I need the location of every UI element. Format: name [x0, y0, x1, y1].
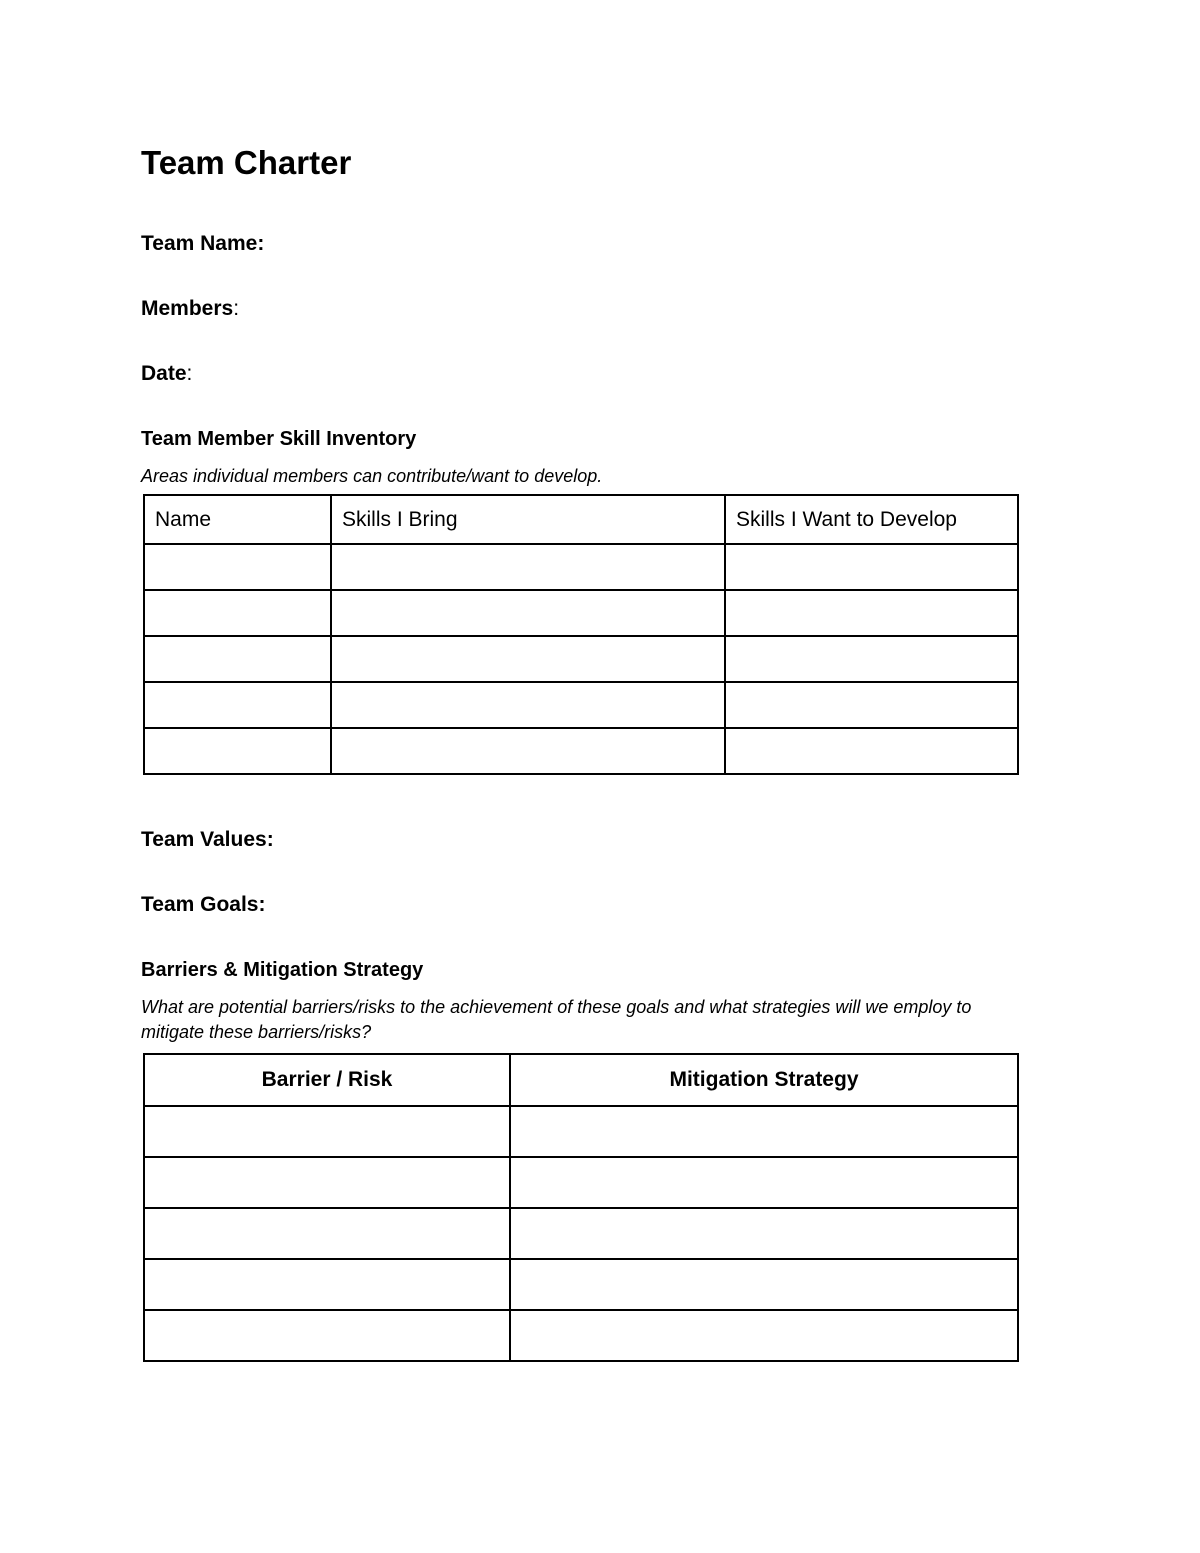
team-goals-colon: :	[258, 893, 266, 916]
team-name-label: Team Name	[141, 232, 258, 255]
table-row	[144, 544, 1018, 590]
barrier-cell[interactable]	[144, 1208, 510, 1259]
table-row	[144, 590, 1018, 636]
date-colon: :	[186, 362, 193, 385]
skill-inventory-subtitle: Areas individual members can contribute/want to develop.	[141, 466, 603, 486]
mitigation-cell[interactable]	[510, 1208, 1018, 1259]
skill-develop-cell[interactable]	[725, 728, 1018, 774]
skill-bring-cell[interactable]	[331, 636, 725, 682]
barrier-cell[interactable]	[144, 1157, 510, 1208]
table-row	[144, 1310, 1018, 1361]
skill-table-header-row	[144, 495, 1018, 544]
barrier-cell[interactable]	[144, 1259, 510, 1310]
skill-col-bring-header: Skills I Bring	[331, 495, 725, 544]
team-values-field	[141, 827, 274, 853]
mitigation-cell[interactable]	[510, 1106, 1018, 1157]
team-values-label: Team Values	[141, 828, 267, 851]
date-field	[141, 361, 192, 387]
barriers-table	[143, 1053, 1019, 1362]
skill-develop-cell[interactable]	[725, 636, 1018, 682]
table-row	[144, 1157, 1018, 1208]
barrier-cell[interactable]	[144, 1310, 510, 1361]
skill-inventory-heading: Team Member Skill Inventory	[141, 428, 417, 450]
table-row	[144, 728, 1018, 774]
team-name-field	[141, 231, 264, 257]
skill-name-cell[interactable]	[144, 544, 331, 590]
team-goals-label: Team Goals	[141, 893, 259, 916]
table-row	[144, 682, 1018, 728]
table-row	[144, 1208, 1018, 1259]
table-row	[144, 636, 1018, 682]
skill-develop-cell[interactable]	[725, 682, 1018, 728]
skill-col-name-header: Name	[144, 495, 331, 544]
mitigation-cell[interactable]	[510, 1259, 1018, 1310]
members-colon: :	[233, 297, 240, 320]
skill-develop-cell[interactable]	[725, 544, 1018, 590]
members-field	[141, 296, 239, 322]
team-goals-field	[141, 892, 266, 918]
document-title: Team Charter	[141, 144, 352, 181]
skill-name-cell[interactable]	[144, 590, 331, 636]
mitigation-col-header: Mitigation Strategy	[510, 1054, 1018, 1106]
mitigation-cell[interactable]	[510, 1157, 1018, 1208]
mitigation-cell[interactable]	[510, 1310, 1018, 1361]
team-name-colon: :	[257, 232, 265, 255]
date-label: Date	[141, 362, 187, 385]
barrier-col-header: Barrier / Risk	[144, 1054, 510, 1106]
skill-bring-cell[interactable]	[331, 682, 725, 728]
members-label: Members	[141, 297, 234, 320]
table-row	[144, 1106, 1018, 1157]
skill-inventory-table	[143, 494, 1019, 775]
skill-bring-cell[interactable]	[331, 728, 725, 774]
barriers-subtitle: What are potential barriers/risks to the achievement of these goals and what strategies will we employ to mitigate these barriers/risks?	[141, 997, 972, 1042]
skill-bring-cell[interactable]	[331, 544, 725, 590]
team-values-colon: :	[266, 828, 274, 851]
barrier-cell[interactable]	[144, 1106, 510, 1157]
table-row	[144, 1259, 1018, 1310]
barriers-table-header-row	[144, 1054, 1018, 1106]
skill-name-cell[interactable]	[144, 636, 331, 682]
skill-bring-cell[interactable]	[331, 590, 725, 636]
skill-col-develop-header: Skills I Want to Develop	[725, 495, 1018, 544]
skill-develop-cell[interactable]	[725, 590, 1018, 636]
skill-name-cell[interactable]	[144, 682, 331, 728]
skill-name-cell[interactable]	[144, 728, 331, 774]
barriers-heading: Barriers & Mitigation Strategy	[141, 959, 424, 981]
